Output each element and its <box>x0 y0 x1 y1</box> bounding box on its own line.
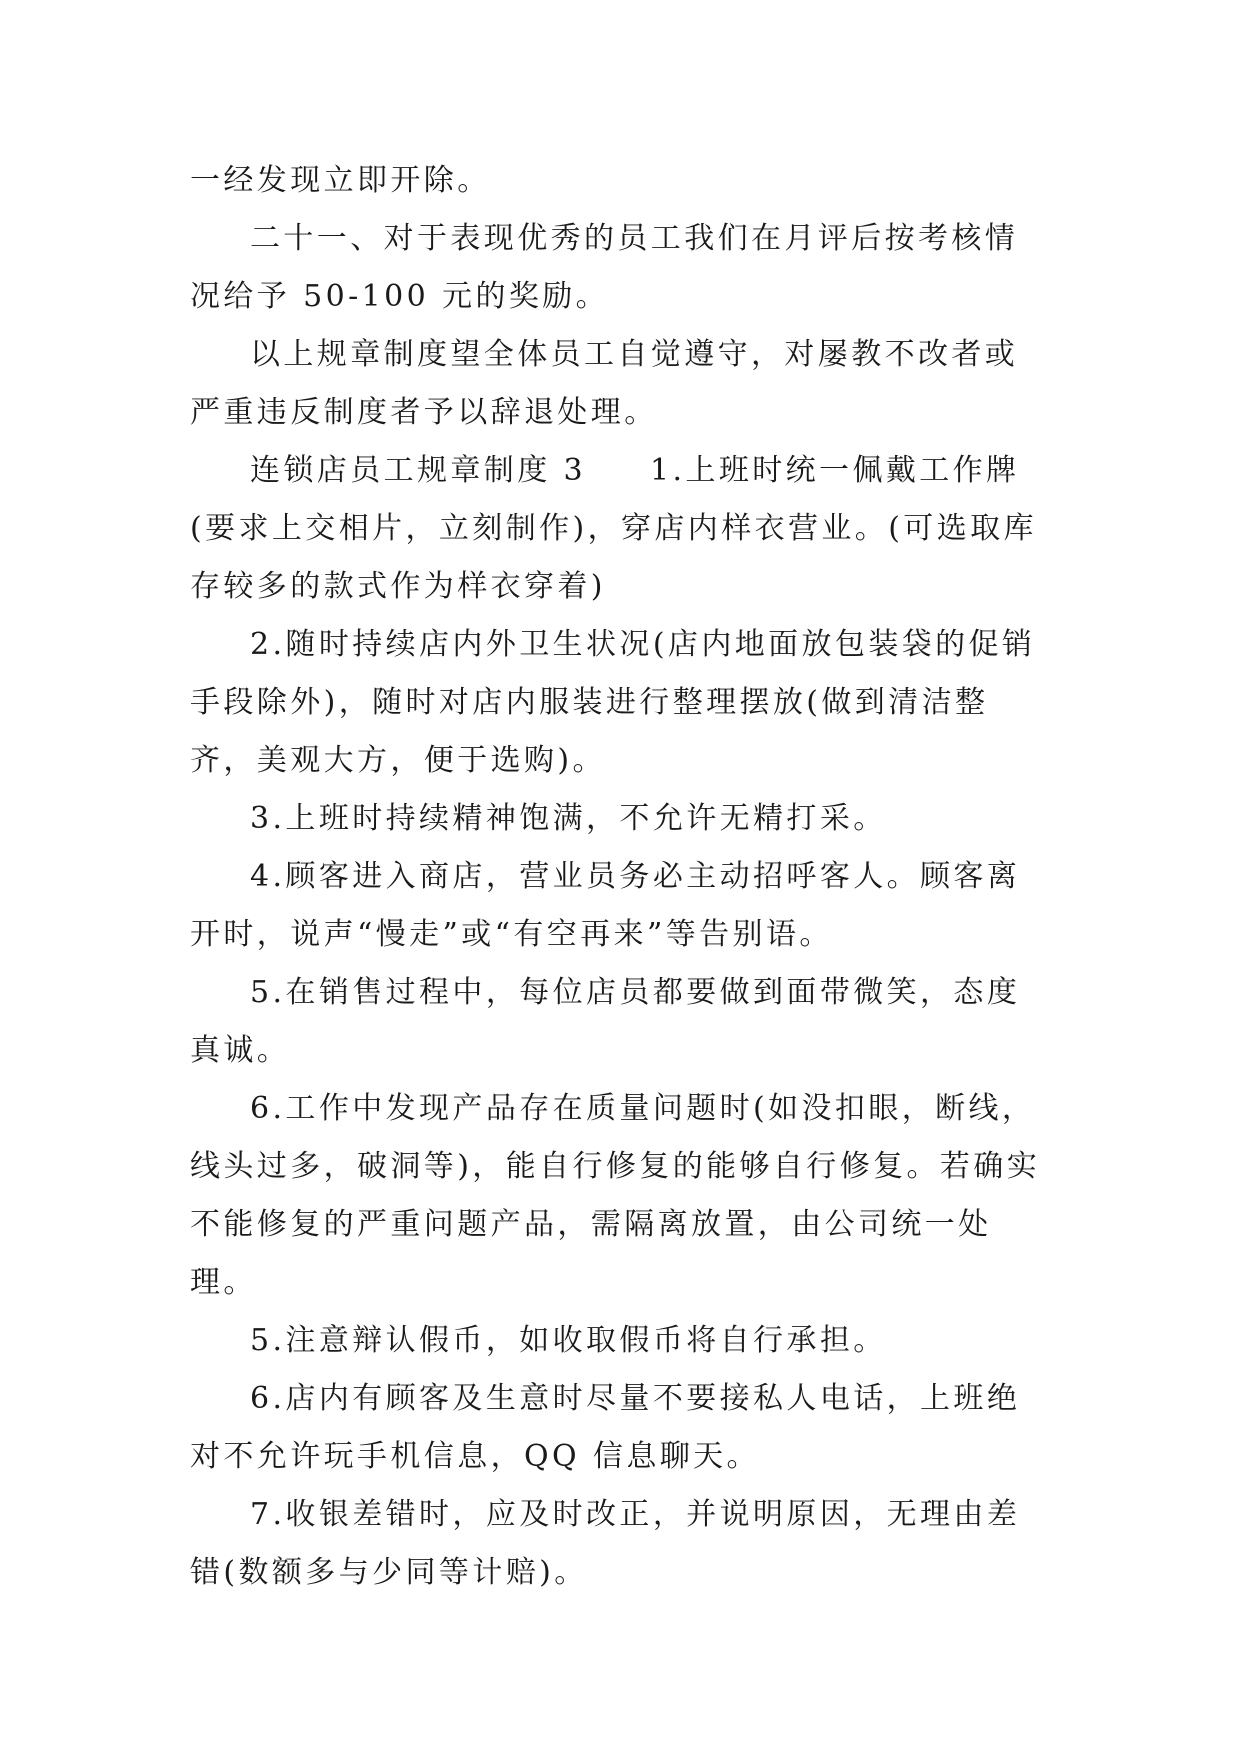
paragraph-8-text: 5.在销售过程中，每位店员都要做到面带微笑，态度真诚。 <box>190 975 1021 1068</box>
paragraph-3 <box>190 326 1050 442</box>
paragraph-7-text: 4.顾客进入商店，营业员务必主动招呼客人。顾客离开时，说声“慢走”或“有空再来”等告别语。 <box>190 859 1021 952</box>
paragraph-6 <box>190 790 1050 848</box>
paragraph-2-text: 二十一、对于表现优秀的员工我们在月评后按考核情况给予 50-100 元的奖励。 <box>190 221 1019 314</box>
paragraph-7 <box>190 848 1050 964</box>
paragraph-9 <box>190 1080 1050 1312</box>
section-heading: 连锁店员工规章制度 3 <box>250 453 587 488</box>
paragraph-5-text: 2.随时持续店内外卫生状况(店内地面放包装袋的促销手段除外)，随时对店内服装进行整理摆放(做到清洁整齐，美观大方，便于选购)。 <box>190 627 1036 778</box>
body-text <box>190 152 1050 1602</box>
paragraph-11 <box>190 1370 1050 1486</box>
paragraph-11-text: 6.店内有顾客及生意时尽量不要接私人电话，上班绝对不允许玩手机信息，QQ 信息聊天。 <box>190 1381 1021 1474</box>
paragraph-9-text: 6.工作中发现产品存在质量问题时(如没扣眼，断线，线头过多，破洞等)，能自行修复的能够自行修复。若确实不能修复的严重问题产品，需隔离放置，由公司统一处理。 <box>190 1091 1041 1300</box>
paragraph-2 <box>190 210 1050 326</box>
paragraph-8 <box>190 964 1050 1080</box>
paragraph-6-text: 3.上班时持续精神饱满，不允许无精打采。 <box>250 801 887 836</box>
paragraph-3-text: 以上规章制度望全体员工自觉遵守，对屡教不改者或严重违反制度者予以辞退处理。 <box>190 337 1019 430</box>
paragraph-12-text: 7.收银差错时，应及时改正，并说明原因，无理由差错(数额多与少同等计赔)。 <box>190 1497 1021 1590</box>
paragraph-12 <box>190 1486 1050 1602</box>
paragraph-1 <box>190 152 1050 210</box>
paragraph-5 <box>190 616 1050 790</box>
paragraph-10 <box>190 1312 1050 1370</box>
paragraph-4-text: 1.上班时统一佩戴工作牌(要求上交相片，立刻制作)，穿店内样衣营业。(可选取库存较多的款式作为样衣穿着) <box>190 453 1037 604</box>
paragraph-4 <box>190 442 1050 616</box>
paragraph-1-text: 一经发现立即开除。 <box>190 163 491 198</box>
paragraph-10-text: 5.注意辩认假币，如收取假币将自行承担。 <box>250 1323 887 1358</box>
